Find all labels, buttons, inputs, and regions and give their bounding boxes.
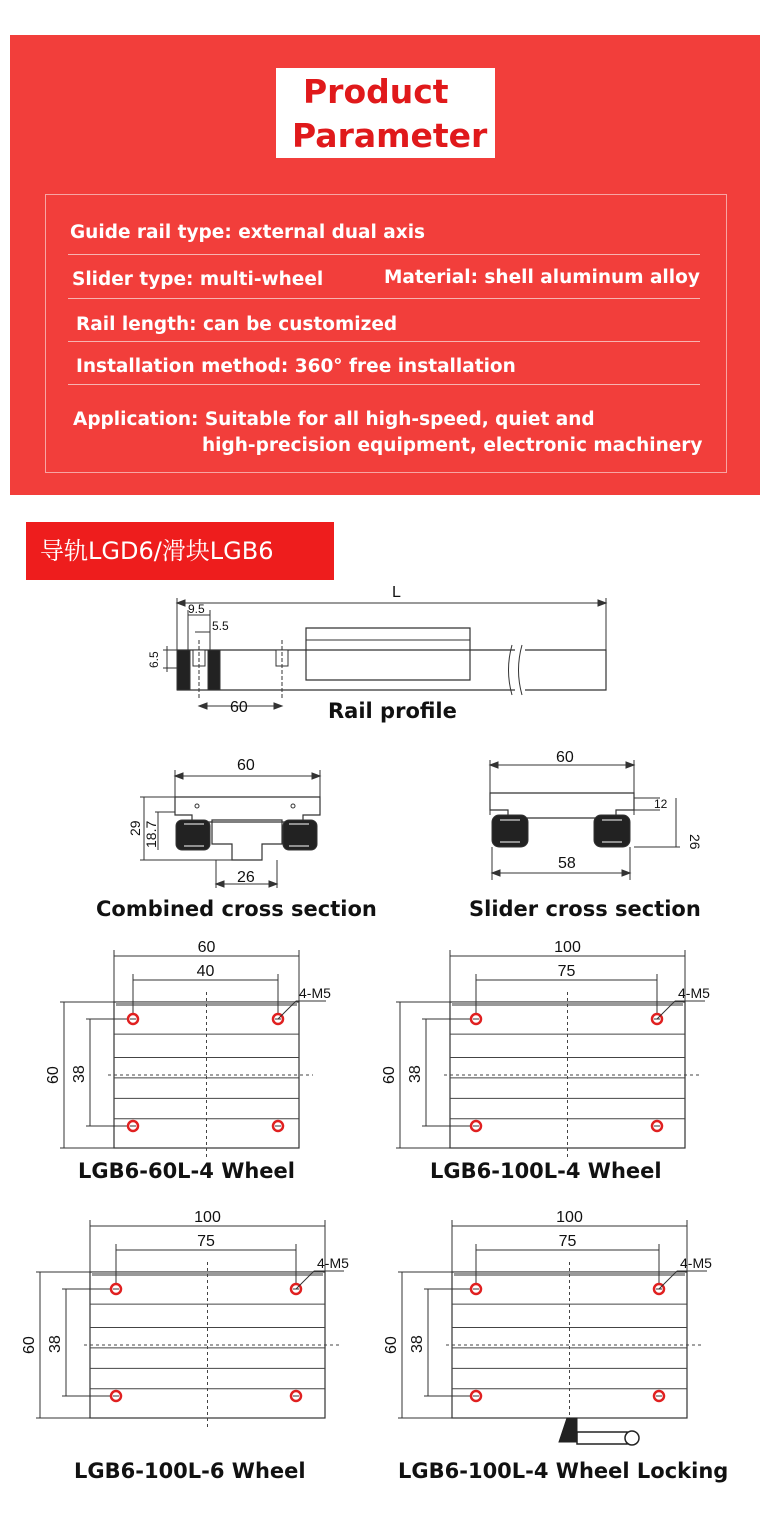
variant-drawings [21,939,728,1483]
caption-rail-profile: Rail profile [328,699,457,723]
variant-height-label: 60 [383,1336,400,1354]
variant-hole-span-label: 75 [558,1233,577,1250]
variant-height-label: 60 [381,1066,398,1084]
combined-cross-section-drawing [96,757,377,921]
param-rail-length: Rail length: can be customized [76,314,398,335]
variant-hole-span-label: 40 [196,963,215,980]
slider-dim-60: 60 [556,749,574,766]
combined-dim-60: 60 [237,757,255,774]
variant-caption: LGB6-100L-4 Wheel [430,1159,662,1183]
variant-hole-height-label: 38 [409,1335,426,1353]
variant-height-label: 60 [45,1066,62,1084]
param-application-line2: high-precision equipment, electronic machinery [202,435,703,456]
combined-dim-29: 29 [127,820,143,836]
section-tag: 导轨LGD6/滑块LGB6 [26,522,334,580]
slider-dim-58: 58 [558,855,576,872]
parameter-title-line2: Parameter [292,116,488,155]
variant-hole-span-label: 75 [557,963,576,980]
locking-lever-icon [559,1418,577,1442]
variant-caption: LGB6-60L-4 Wheel [78,1159,295,1183]
variant-hole-label: 4-M5 [299,985,331,1001]
variant-hole-label: 4-M5 [317,1255,349,1271]
param-application-line1: Application: Suitable for all high-speed, quiet and [73,409,595,430]
variant-width-label: 60 [197,939,216,956]
caption-slider-cross-section: Slider cross section [469,897,701,921]
dim-60-hole-pitch: 60 [230,699,248,716]
variant-width-label: 100 [194,1209,221,1226]
dim-5-5: 5.5 [212,619,229,633]
rail-profile-drawing [147,584,606,723]
variant-caption: LGB6-100L-6 Wheel [74,1459,306,1483]
param-material: Material: shell aluminum alloy [384,267,700,288]
variant-hole-height-label: 38 [407,1065,424,1083]
slider-cross-section-drawing [469,749,703,921]
dim-6-5: 6.5 [147,651,161,668]
locking-lever-knob [625,1431,639,1445]
variant-width-label: 100 [556,1209,583,1226]
combined-dim-26: 26 [237,869,255,886]
variant-hole-label: 4-M5 [678,985,710,1001]
param-guide-rail-type: Guide rail type: external dual axis [70,222,426,243]
caption-combined-cross-section: Combined cross section [96,897,377,921]
dim-length-L: L [392,584,401,601]
variant-height-label: 60 [21,1336,38,1354]
variant-hole-height-label: 38 [47,1335,64,1353]
param-slider-type: Slider type: multi-wheel [72,269,324,290]
variant-caption: LGB6-100L-4 Wheel Locking [398,1459,729,1483]
dim-9-5: 9.5 [188,602,205,616]
variant-hole-height-label: 38 [71,1065,88,1083]
param-installation: Installation method: 360° free installation [76,356,516,377]
variant-width-label: 100 [554,939,581,956]
slider-dim-12: 12 [654,797,668,811]
slider-dim-26: 26 [687,834,703,850]
variant-hole-span-label: 75 [197,1233,215,1250]
combined-dim-18-7: 18.7 [143,820,159,848]
parameter-title-line1: Product [303,72,449,111]
variant-hole-label: 4-M5 [680,1255,712,1271]
locking-lever-arm [577,1432,627,1444]
